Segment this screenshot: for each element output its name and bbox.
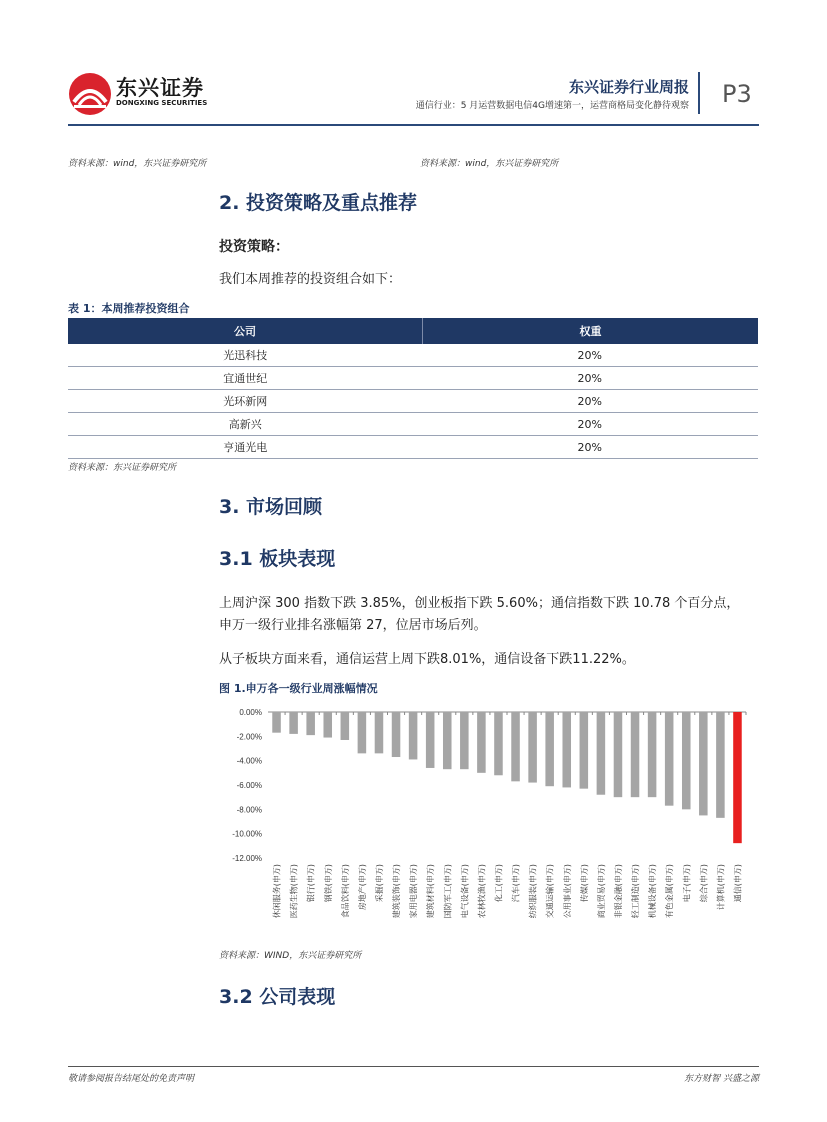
header-rule	[68, 124, 759, 126]
x-tick-label: 休闲服务(申万)	[272, 864, 282, 919]
portfolio-table	[68, 318, 758, 459]
x-tick-label: 银行(申万)	[306, 864, 316, 903]
table-cell-weight: 20%	[423, 390, 759, 413]
x-tick-label: 商业贸易(申万)	[596, 864, 606, 919]
bar-电气设备(申万)	[460, 712, 469, 769]
x-tick-label: 钢铁(申万)	[323, 864, 333, 903]
page-number: P3	[722, 80, 752, 108]
bar-国防军工(申万)	[443, 712, 452, 769]
bar-纺织服装(申万)	[528, 712, 537, 783]
bar-有色金属(申万)	[665, 712, 674, 806]
y-tick-label: -2.00%	[236, 732, 262, 742]
bar-传媒(申万)	[580, 712, 589, 789]
bar-采掘(申万)	[375, 712, 384, 753]
table-header-company: 公司	[68, 318, 423, 344]
logo-chinese-name: 东兴证券	[116, 76, 204, 100]
table-row	[68, 390, 758, 413]
x-tick-label: 采掘(申万)	[374, 864, 384, 903]
header-divider	[698, 72, 700, 114]
bar-钢铁(申万)	[323, 712, 332, 738]
table-header-row	[68, 318, 758, 344]
x-tick-label: 医药生物(申万)	[289, 864, 299, 919]
figure-source: 资料来源：WIND，东兴证券研究所	[219, 951, 362, 961]
bar-计算机(申万)	[716, 712, 725, 818]
footer-rule	[68, 1066, 759, 1067]
table-cell-weight: 20%	[423, 413, 759, 436]
top-source-right: 资料来源：wind，东兴证券研究所	[420, 159, 559, 169]
bar-医药生物(申万)	[289, 712, 298, 734]
y-tick-label: -12.00%	[232, 854, 262, 863]
section-3-heading: 3. 市场回顾	[219, 496, 323, 518]
figure-caption: 图 1.申万各一级行业周涨幅情况	[219, 682, 378, 695]
bar-轻工制造(申万)	[631, 712, 640, 797]
market-paragraph-line-2: 申万一级行业排名涨幅第 27，位居市场后列。	[219, 618, 487, 633]
x-tick-label: 综合(申万)	[699, 864, 709, 903]
x-tick-label: 电气设备(申万)	[460, 864, 470, 919]
top-source-left: 资料来源：wind，东兴证券研究所	[68, 159, 207, 169]
x-tick-label: 传媒(申万)	[579, 864, 589, 903]
bar-化工(申万)	[494, 712, 503, 775]
strategy-subheading: 投资策略：	[219, 239, 289, 255]
x-tick-label: 计算机(申万)	[716, 864, 726, 911]
subsector-paragraph: 从子板块方面来看，通信运营上周下跌8.01%，通信设备下跌11.22%。	[219, 652, 635, 667]
section-3-2-heading: 3.2 公司表现	[219, 986, 336, 1008]
x-tick-label: 有色金属(申万)	[665, 864, 675, 919]
x-tick-label: 汽车(申万)	[511, 864, 521, 903]
strategy-intro: 我们本周推荐的投资组合如下：	[219, 272, 402, 287]
x-tick-label: 通信(申万)	[733, 864, 743, 903]
table-cell-weight: 20%	[423, 344, 759, 367]
table-header-weight: 权重	[423, 318, 759, 344]
table-cell-company: 宜通世纪	[68, 367, 423, 390]
table-row	[68, 413, 758, 436]
market-paragraph-line-1: 上周沪深 300 指数下跌 3.85%，创业板指下跌 5.60%；通信指数下跌 10.78 个百分点，	[219, 596, 740, 611]
x-tick-label: 农林牧渔(申万)	[477, 864, 487, 919]
table-cell-company: 光迅科技	[68, 344, 423, 367]
table-row	[68, 436, 758, 459]
bar-建筑装饰(申万)	[392, 712, 401, 757]
bar-食品饮料(申万)	[341, 712, 350, 740]
table-cell-weight: 20%	[423, 367, 759, 390]
y-tick-label: 0.00%	[239, 708, 262, 717]
table-cell-company: 光环新网	[68, 390, 423, 413]
x-tick-label: 机械设备(申万)	[648, 864, 658, 919]
report-title: 东兴证券行业周报	[568, 78, 689, 96]
table-source: 资料来源：东兴证券研究所	[68, 463, 177, 473]
industry-weekly-return-chart	[218, 700, 758, 942]
table-row	[68, 344, 758, 367]
y-tick-label: -10.00%	[232, 829, 262, 839]
table-row	[68, 367, 758, 390]
bar-家用电器(申万)	[409, 712, 418, 759]
x-tick-label: 化工(申万)	[494, 864, 504, 903]
x-tick-label: 建筑装饰(申万)	[392, 864, 402, 919]
x-tick-label: 房地产(申万)	[357, 864, 367, 911]
footer-slogan: 东方财智 兴盛之源	[684, 1074, 759, 1084]
section-3-1-heading: 3.1 板块表现	[219, 548, 336, 570]
x-tick-label: 食品饮料(申万)	[340, 864, 350, 919]
table-caption: 表 1：本周推荐投资组合	[68, 302, 190, 315]
x-tick-label: 交通运输(申万)	[545, 864, 555, 919]
bar-机械设备(申万)	[648, 712, 657, 797]
bar-银行(申万)	[306, 712, 315, 735]
bar-非银金融(申万)	[614, 712, 623, 797]
bar-通信(申万)	[733, 712, 742, 843]
x-tick-label: 非银金融(申万)	[613, 864, 623, 919]
y-tick-label: -6.00%	[236, 781, 262, 790]
bar-建筑材料(申万)	[426, 712, 435, 768]
bar-汽车(申万)	[511, 712, 520, 781]
footer-disclaimer: 敬请参阅报告结尾处的免责声明	[68, 1074, 195, 1084]
logo-english-name: DONGXING SECURITIES	[116, 99, 208, 107]
x-tick-label: 家用电器(申万)	[409, 864, 419, 919]
bar-公用事业(申万)	[562, 712, 571, 787]
bar-交通运输(申万)	[545, 712, 554, 786]
table-cell-weight: 20%	[423, 436, 759, 459]
bar-房地产(申万)	[358, 712, 367, 753]
section-2-heading: 2. 投资策略及重点推荐	[219, 192, 418, 214]
y-tick-label: -8.00%	[236, 805, 262, 815]
bar-综合(申万)	[699, 712, 708, 815]
x-tick-label: 纺织服装(申万)	[528, 864, 538, 919]
bar-电子(申万)	[682, 712, 691, 809]
bar-农林牧渔(申万)	[477, 712, 486, 773]
dongxing-logo-icon	[68, 72, 112, 116]
report-subtitle: 通信行业：5 月运营数据电信4G增速第一，运营商格局变化静待观察	[415, 101, 689, 111]
table-cell-company: 亨通光电	[68, 436, 423, 459]
x-tick-label: 建筑材料(申万)	[426, 864, 436, 919]
x-tick-label: 国防军工(申万)	[443, 864, 453, 919]
bar-休闲服务(申万)	[272, 712, 281, 733]
x-tick-label: 电子(申万)	[682, 864, 692, 903]
x-tick-label: 轻工制造(申万)	[631, 864, 641, 919]
x-tick-label: 公用事业(申万)	[562, 864, 572, 919]
y-tick-label: -4.00%	[236, 756, 262, 766]
bar-商业贸易(申万)	[597, 712, 606, 795]
table-cell-company: 高新兴	[68, 413, 423, 436]
